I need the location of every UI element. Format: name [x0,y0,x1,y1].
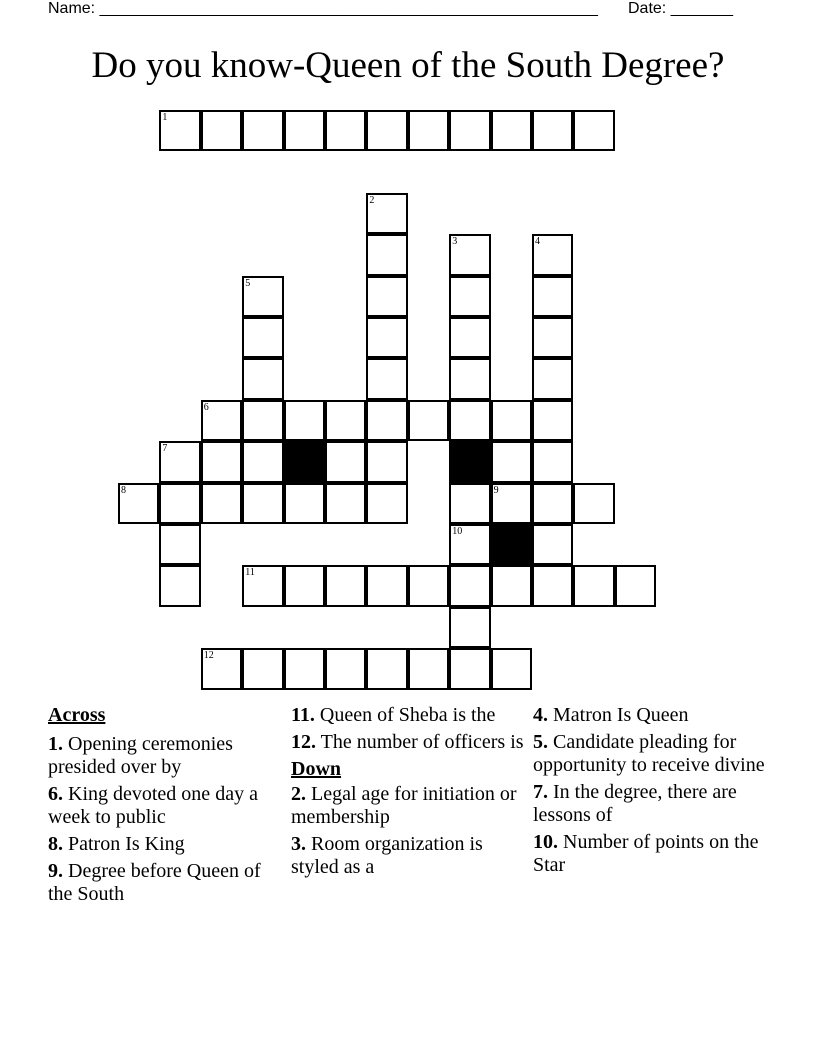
crossword-cell[interactable] [242,441,283,482]
crossword-cell[interactable] [366,276,407,317]
crossword-cell[interactable] [449,234,490,275]
crossword-cell[interactable] [242,110,283,151]
crossword-cell[interactable] [242,358,283,399]
crossword-cell[interactable] [201,648,242,689]
crossword-cell[interactable] [366,483,407,524]
crossword-cell[interactable] [159,483,200,524]
crossword-cell[interactable] [366,110,407,151]
clue-number: 12. [291,731,316,753]
clue-item [291,783,527,829]
crossword-cell[interactable] [449,648,490,689]
clue-number: 7. [533,781,548,803]
clue-text: Patron Is King [63,833,185,855]
clue-number: 8 [121,484,126,496]
crossword-cell[interactable] [491,648,532,689]
crossword-cell[interactable] [449,400,490,441]
crossword-cell[interactable] [118,483,159,524]
crossword-cell[interactable] [532,276,573,317]
crossword-cell[interactable] [491,565,532,606]
clue-item [48,833,268,856]
clue-item [291,833,527,879]
crossword-cell[interactable] [449,276,490,317]
clue-text: Number of points on the Star [533,831,759,876]
crossword-cell[interactable] [325,110,366,151]
clues-column-3 [533,704,773,881]
clue-number: 1 [162,112,168,123]
crossword-cell[interactable] [325,565,366,606]
clue-number: 3 [452,236,458,248]
crossword-cell[interactable] [242,400,283,441]
crossword-cell[interactable] [449,565,490,606]
clue-item [533,731,773,777]
clue-number: 5 [245,277,251,289]
crossword-cell[interactable] [366,358,407,399]
clue-item [533,781,773,827]
crossword-cell[interactable] [532,565,573,606]
crossword-cell[interactable] [532,483,573,524]
crossword-cell[interactable] [366,234,407,275]
crossword-block [491,524,532,565]
crossword-cell[interactable] [325,648,366,689]
crossword-cell[interactable] [532,234,573,275]
crossword-cell[interactable] [573,565,614,606]
crossword-cell[interactable] [159,441,200,482]
crossword-cell[interactable] [449,607,490,648]
crossword-cell[interactable] [201,441,242,482]
crossword-cell[interactable] [366,317,407,358]
clue-text: The number of officers is [316,731,524,753]
crossword-cell[interactable] [532,358,573,399]
clue-text: Room organization is styled as a [291,833,483,878]
crossword-cell[interactable] [159,524,200,565]
clue-number: 2. [291,783,306,805]
clue-number: 3. [291,833,306,855]
crossword-block [284,441,325,482]
clue-item [48,783,268,829]
crossword-cell[interactable] [408,648,449,689]
crossword-cell[interactable] [159,110,200,151]
crossword-cell[interactable] [242,565,283,606]
clue-number: 5. [533,731,548,753]
crossword-cell[interactable] [532,441,573,482]
clue-number: 9. [48,860,63,882]
page-title: Do you know-Queen of the South Degree? [91,45,725,86]
clue-text: King devoted one day a week to public [48,783,258,828]
crossword-cell[interactable] [491,441,532,482]
crossword-cell[interactable] [366,565,407,606]
crossword-cell[interactable] [284,565,325,606]
clue-number: 2 [369,194,375,206]
clue-number: 11. [291,704,315,726]
clue-text: Degree before Queen of the South [48,860,261,905]
clues-column-1 [48,704,268,910]
crossword-block [449,441,490,482]
crossword-cell[interactable] [449,317,490,358]
crossword-cell[interactable] [532,400,573,441]
crossword-cell[interactable] [449,524,490,565]
crossword-cell[interactable] [242,317,283,358]
crossword-cell[interactable] [408,110,449,151]
crossword-cell[interactable] [408,400,449,441]
clue-number: 4. [533,704,548,726]
clue-number: 4 [535,236,540,248]
crossword-cell[interactable] [449,483,490,524]
clue-item [291,704,527,727]
crossword-cell[interactable] [449,358,490,399]
clue-item [291,731,527,754]
clue-text: In the degree, there are lessons of [533,781,737,826]
crossword-cell[interactable] [532,317,573,358]
clue-number: 7 [162,443,168,455]
clue-item [533,831,773,877]
crossword-cell[interactable] [284,400,325,441]
crossword-cell[interactable] [573,483,614,524]
crossword-cell[interactable] [242,648,283,689]
name-field-label: Name: ________________________________________________________ [48,0,598,17]
clue-item [48,733,268,779]
crossword-cell[interactable] [284,110,325,151]
clue-text: Queen of Sheba is the [314,704,496,726]
crossword-cell[interactable] [491,110,532,151]
clues-column-2 [291,704,527,883]
crossword-cell[interactable] [491,483,532,524]
crossword-cell[interactable] [242,483,283,524]
crossword-cell[interactable] [532,110,573,151]
crossword-cell[interactable] [366,441,407,482]
crossword-cell[interactable] [366,400,407,441]
clue-number: 11 [245,567,255,579]
crossword-cell[interactable] [325,483,366,524]
clue-number: 6. [48,783,63,805]
crossword-cell[interactable] [159,565,200,606]
crossword-cell[interactable] [491,400,532,441]
crossword-cell[interactable] [201,110,242,151]
clue-number: 8. [48,833,63,855]
clue-item [48,860,268,906]
crossword-cell[interactable] [201,400,242,441]
clue-number: 10. [533,831,558,853]
crossword-cell[interactable] [284,483,325,524]
clue-text: Matron Is Queen [548,704,689,726]
crossword-cell[interactable] [325,441,366,482]
clue-number: 1. [48,733,63,755]
down-heading: Down [291,758,342,780]
crossword-cell[interactable] [325,400,366,441]
clue-number: 9 [493,484,499,496]
clue-number: 12 [203,650,214,662]
across-heading: Across [48,704,106,726]
crossword-cell[interactable] [408,565,449,606]
crossword-cell[interactable] [366,648,407,689]
clue-text: Legal age for initiation or membership [291,783,517,828]
crossword-cell[interactable] [573,110,614,151]
crossword-cell[interactable] [449,110,490,151]
clue-text: Candidate pleading for opportunity to receive divine [533,731,765,776]
clue-text: Opening ceremonies presided over by [48,733,233,778]
crossword-cell[interactable] [366,193,407,234]
crossword-cell[interactable] [284,648,325,689]
clue-number: 10 [452,526,463,537]
crossword-cell[interactable] [615,565,656,606]
clue-item [533,704,773,727]
crossword-cell[interactable] [532,524,573,565]
crossword-cell[interactable] [201,483,242,524]
date-field-label: Date: _______ [628,0,733,17]
crossword-cell[interactable] [242,276,283,317]
clue-number: 6 [203,401,209,413]
